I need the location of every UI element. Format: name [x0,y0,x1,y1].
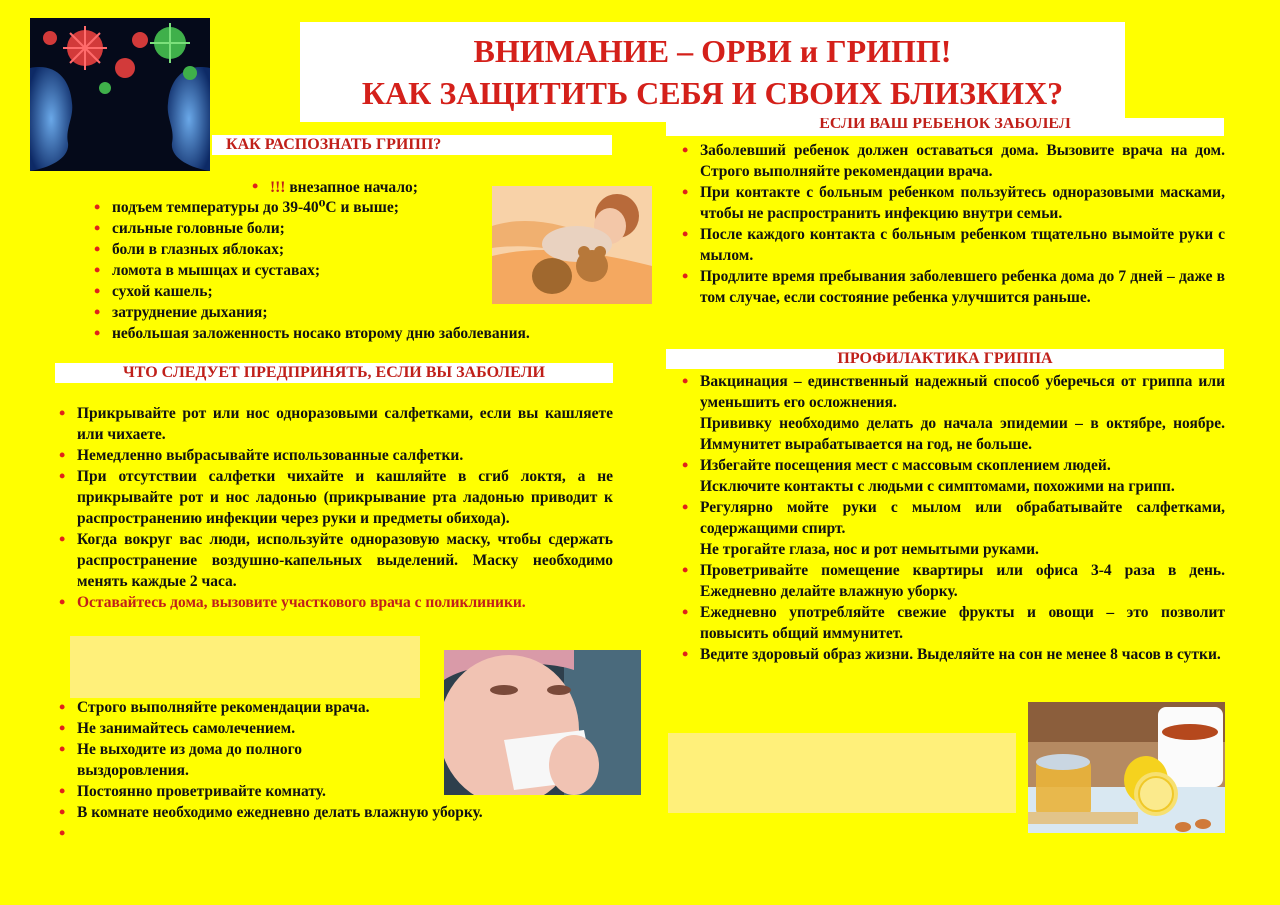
list-item: • Ежедневно употребляйте свежие фрукты и овощи – это позволит повысить общий иммунитет. [678,602,1225,644]
first-item-text: внезапное начало; [285,179,418,196]
list-item [678,371,1225,455]
list-item: • Продлите время пребывания заболевшего ребенка дома до 7 дней – даже в том случае, если состояние ребенка улучшится раньше. [678,266,1225,308]
child-heading-text: ЕСЛИ ВАШ РЕБЕНОК ЗАБОЛЕЛ [819,118,1071,132]
child-list [678,140,1225,308]
title-box [300,22,1125,122]
placeholder-box [668,733,1016,813]
child-heading [666,118,1224,136]
list-item: • Не выходите из дома до полного выздоровления. [55,739,347,781]
list-item: • Ведите здоровый образ жизни. Выделяйте на сон не менее 8 часов в сутки. [678,644,1225,665]
list-item: • При контакте с больным ребенком пользуйтесь одноразовыми масками, чтобы не распространить инфекцию внутри семьи. [678,182,1225,224]
list-item: • В комнате необходимо ежедневно делать влажную уборку. [55,802,575,823]
advice-list [55,697,575,844]
virus-faces-image [30,18,210,171]
list-item: • Не занимайтесь самолечением. [55,718,575,739]
exclamation-prefix: !!! [269,179,286,196]
prevention-list [678,371,1225,665]
list-item: • небольшая заложенность носако второму дню заболевания. [90,323,630,344]
prevention-item-extra: Прививку необходимо делать до начала эпидемии – в октябре, ноябре. Иммунитет вырабатывается на год, не больше. [700,415,1225,453]
list-item: • боли в глазных яблоках; [90,239,630,260]
title-line-2: КАК ЗАЩИТИТЬ СЕБЯ И СВОИХ БЛИЗКИХ? [361,75,1064,111]
if-sick-heading-text: ЧТО СЛЕДУЕТ ПРЕДПРИНЯТЬ, ЕСЛИ ВЫ ЗАБОЛЕЛИ [123,364,545,381]
recognize-first-item: • !!! внезапное начало; [252,176,418,196]
recognize-heading-text: КАК РАСПОЗНАТЬ ГРИПП? [226,136,442,153]
placeholder-box [70,636,420,698]
prevention-item-text: Вакцинация – единственный надежный способ уберечься от гриппа или уменьшить его осложнения. [700,373,1225,411]
sick-child-image [492,186,652,304]
prevention-item-text: Избегайте посещения мест с массовым скоплением людей. [700,457,1111,474]
if-sick-heading [55,363,613,383]
list-item: • После каждого контакта с больным ребенком тщательно вымойте руки с мылом. [678,224,1225,266]
list-item: • При отсутствии салфетки чихайте и кашляйте в сгиб локтя, а не прикрывайте рот и нос ладонью (прикрывание рта ладонью приводит к распространению инфекции через руки и предметы обихода). [55,466,613,529]
title-line-1: ВНИМАНИЕ – ОРВИ и ГРИПП! [473,33,952,69]
list-item: • сухой кашель; [90,281,630,302]
list-item: • Заболевший ребенок должен оставаться дома. Вызовите врача на дом. Строго выполняйте рекомендации врача. [678,140,1225,182]
list-item: • Прикрывайте рот или нос одноразовыми салфетками, если вы кашляете или чихаете. [55,403,613,445]
prevention-item-text: Регулярно мойте руки с мылом или обрабатывайте салфетками, содержащими спирт. [700,499,1225,537]
list-item: • затруднение дыхания; [90,302,630,323]
list-item: • Немедленно выбрасывайте использованные салфетки. [55,445,613,466]
list-item: • Когда вокруг вас люди, используйте одноразовую маску, чтобы сдержать распространение воздушно-капельных выделений. Маску необходимо менять каждые 2 часа. [55,529,613,592]
prevention-item-extra: Не трогайте глаза, нос и рот немытыми руками. [700,541,1039,558]
list-item-red: • Оставайтесь дома, вызовите участкового врача с поликлиники. [55,592,613,613]
list-item: • Строго выполняйте рекомендации врача. [55,697,575,718]
tea-lemon-image [1028,702,1225,833]
list-item: • Постоянно проветривайте комнату. [55,781,575,802]
list-item: • Проветривайте помещение квартиры или офиса 3-4 раза в день. Ежедневно делайте влажную уборку. [678,560,1225,602]
prevention-item-extra: Исключите контакты с людьми с симптомами, похожими на грипп. [700,478,1175,495]
list-item: • сильные головные боли; [90,218,630,239]
list-item: • ломота в мышцах и суставах; [90,260,630,281]
prevention-heading-text: ПРОФИЛАКТИКА ГРИППА [837,350,1053,367]
list-item: • подъем температуры до 39-40⁰С и выше; [90,197,630,218]
list-item [55,823,575,844]
recognize-heading [212,135,612,155]
list-item [678,497,1225,560]
list-item [678,455,1225,497]
prevention-heading [666,349,1224,369]
if-sick-list [55,403,613,613]
